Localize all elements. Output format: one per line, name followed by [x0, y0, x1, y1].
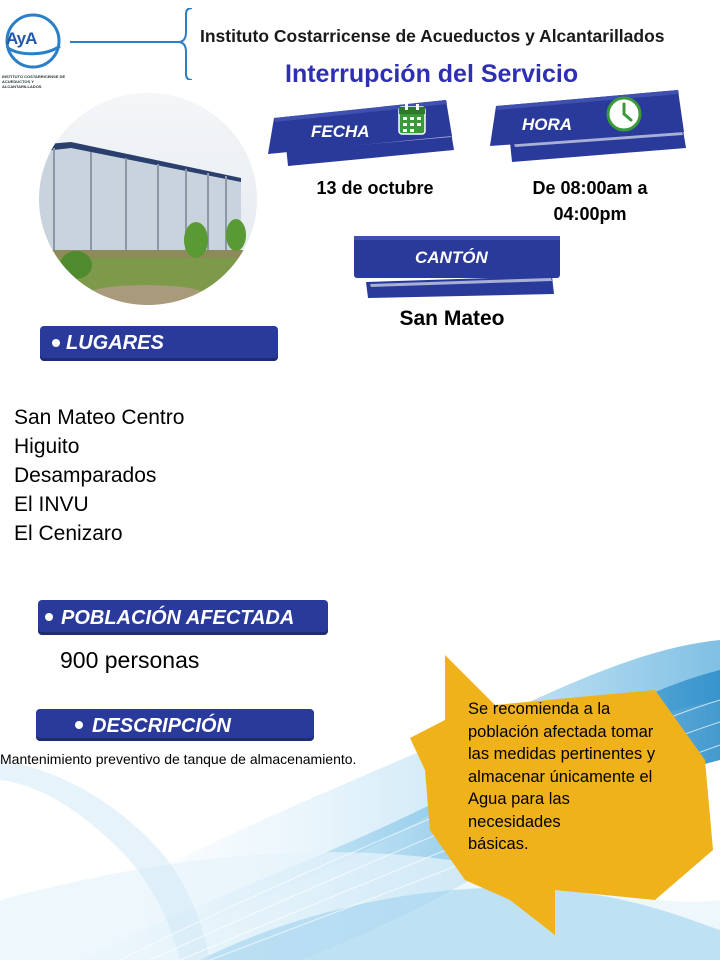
list-item: Higuito	[14, 435, 80, 458]
page-title: Interrupción del Servicio	[285, 60, 579, 88]
bullet-dot	[45, 613, 53, 621]
recommendation-line: Se recomienda a la	[468, 700, 611, 718]
hora-value-line1: De 08:00am a	[532, 178, 648, 198]
lugares-list	[14, 403, 184, 548]
recommendation-line: necesidades	[468, 812, 561, 831]
logo-subtext: INSTITUTO COSTARRICENSE DE ACUEDUCTOS Y ALCANTARILLADOS	[2, 74, 66, 89]
bullet-dot	[75, 721, 83, 729]
bullet-dot	[52, 339, 60, 347]
fecha-label: FECHA	[311, 122, 370, 141]
clock-icon	[606, 96, 642, 132]
recommendation-line: básicas.	[468, 835, 529, 853]
logo-wordmark: AyA	[6, 29, 37, 48]
descripcion-value: Mantenimiento preventivo de tanque de almacenamiento.	[0, 751, 357, 767]
aya-logo	[0, 8, 72, 74]
recommendation-line: Agua para las	[468, 790, 570, 808]
list-item: El Cenizaro	[14, 522, 123, 545]
hora-label: HORA	[522, 115, 573, 134]
canton-value: San Mateo	[399, 307, 505, 330]
list-item: El INVU	[14, 493, 89, 516]
hora-value-line2: 04:00pm	[553, 204, 627, 224]
lugares-label: LUGARES	[66, 332, 164, 354]
fecha-value: 13 de octubre	[316, 178, 434, 198]
calendar-icon	[398, 103, 426, 135]
poblacion-label: POBLACIÓN AFECTADA	[61, 607, 295, 629]
list-item: San Mateo Centro	[14, 406, 185, 429]
recommendation-line: almacenar únicamente el	[468, 767, 653, 786]
recommendation-line: población afectada tomar	[468, 722, 654, 741]
header-divider	[70, 8, 200, 80]
descripcion-label: DESCRIPCIÓN	[92, 715, 231, 737]
hora-ribbon	[488, 88, 690, 164]
poblacion-value: 900 personas	[60, 647, 200, 673]
recommendation-text	[468, 698, 688, 856]
canton-label: CANTÓN	[415, 248, 488, 267]
recommendation-line: las medidas pertinentes y	[468, 745, 656, 763]
facility-photo	[36, 90, 260, 308]
list-item: Desamparados	[14, 464, 157, 487]
institution-name: Instituto Costarricense de Acueductos y Alcantarillados	[200, 26, 665, 46]
